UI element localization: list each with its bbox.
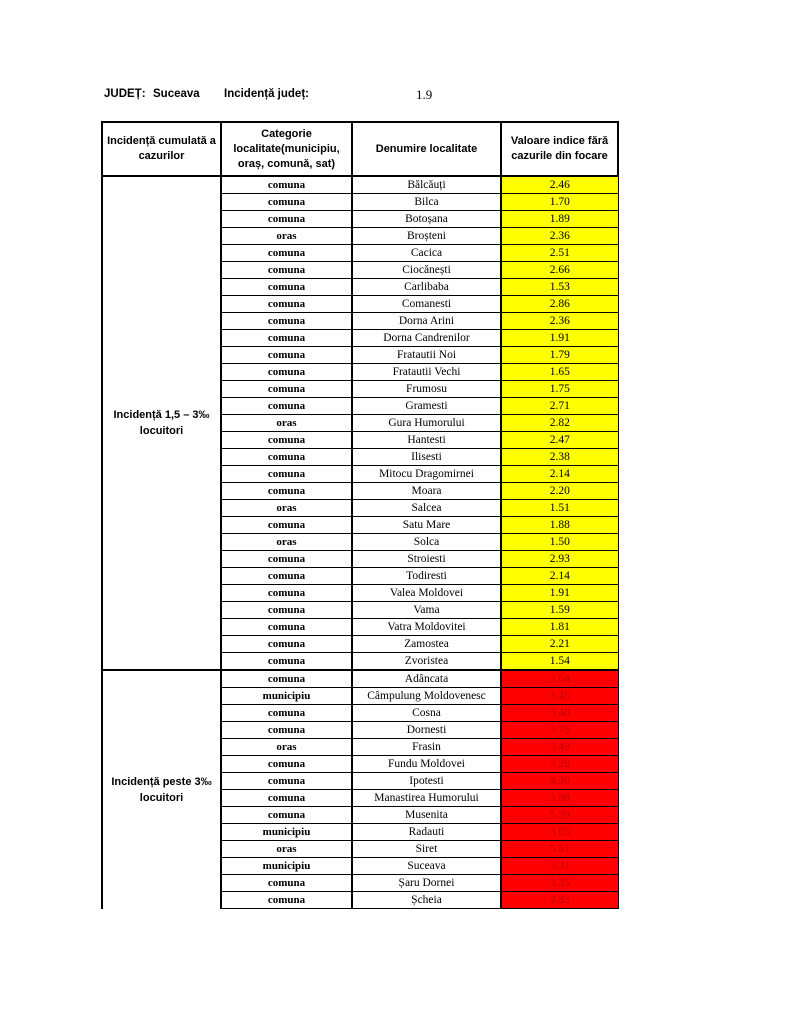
locality-name: Hantesti: [352, 432, 501, 449]
index-value: 2.14: [501, 568, 618, 585]
locality-category: comuna: [221, 262, 352, 279]
index-value: 3.35: [501, 875, 618, 892]
locality-name: Zamostea: [352, 636, 501, 653]
index-value: 1.51: [501, 500, 618, 517]
locality-name: Adâncata: [352, 670, 501, 688]
locality-name: Frasin: [352, 739, 501, 756]
locality-category: municipiu: [221, 858, 352, 875]
locality-category: comuna: [221, 551, 352, 568]
locality-name: Dornesti: [352, 722, 501, 739]
locality-name: Cacica: [352, 245, 501, 262]
locality-category: oras: [221, 415, 352, 432]
table-row: [102, 176, 618, 194]
locality-name: Vatra Moldovitei: [352, 619, 501, 636]
locality-name: Ilisesti: [352, 449, 501, 466]
locality-name: Fratautii Vechi: [352, 364, 501, 381]
locality-name: Radauti: [352, 824, 501, 841]
index-value: 1.53: [501, 279, 618, 296]
locality-name: Câmpulung Moldovenesc: [352, 688, 501, 705]
locality-category: comuna: [221, 330, 352, 347]
locality-name: Siret: [352, 841, 501, 858]
index-value: 2.66: [501, 262, 618, 279]
locality-name: Suceava: [352, 858, 501, 875]
locality-name: Șcheia: [352, 892, 501, 909]
locality-category: comuna: [221, 432, 352, 449]
locality-category: comuna: [221, 449, 352, 466]
locality-name: Ciocănești: [352, 262, 501, 279]
index-value: 1.91: [501, 330, 618, 347]
locality-category: comuna: [221, 756, 352, 773]
locality-category: comuna: [221, 619, 352, 636]
index-value: 2.71: [501, 398, 618, 415]
column-header-incidence: Incidență cumulată a cazurilor: [102, 122, 221, 176]
locality-category: oras: [221, 228, 352, 245]
index-value: 3.45: [501, 688, 618, 705]
index-value: 2.36: [501, 228, 618, 245]
incidence-label: Incidență județ:: [224, 88, 309, 100]
locality-name: Valea Moldovei: [352, 585, 501, 602]
locality-category: comuna: [221, 364, 352, 381]
index-value: 2.86: [501, 296, 618, 313]
column-header-category: Categorie localitate(municipiu, oraș, comună, sat): [221, 122, 352, 176]
locality-category: oras: [221, 534, 352, 551]
index-value: 1.75: [501, 381, 618, 398]
locality-name: Frumosu: [352, 381, 501, 398]
locality-category: oras: [221, 500, 352, 517]
locality-name: Bălcăuți: [352, 176, 501, 194]
index-value: 2.14: [501, 466, 618, 483]
index-value: 2.51: [501, 245, 618, 262]
index-value: 1.79: [501, 347, 618, 364]
index-value: 1.54: [501, 653, 618, 671]
locality-category: comuna: [221, 211, 352, 228]
locality-category: comuna: [221, 466, 352, 483]
locality-name: Carlibaba: [352, 279, 501, 296]
locality-category: comuna: [221, 296, 352, 313]
index-value: 2.46: [501, 176, 618, 194]
locality-name: Dorna Candrenilor: [352, 330, 501, 347]
locality-name: Vama: [352, 602, 501, 619]
table-header-row: [102, 122, 618, 176]
locality-category: comuna: [221, 398, 352, 415]
locality-name: Comanesti: [352, 296, 501, 313]
index-value: 3.88: [501, 790, 618, 807]
locality-category: comuna: [221, 381, 352, 398]
incidence-table: [101, 121, 619, 909]
locality-category: comuna: [221, 875, 352, 892]
index-value: 1.91: [501, 585, 618, 602]
index-value: 2.82: [501, 415, 618, 432]
locality-name: Stroiesti: [352, 551, 501, 568]
locality-name: Bilca: [352, 194, 501, 211]
locality-category: comuna: [221, 670, 352, 688]
locality-name: Zvoristea: [352, 653, 501, 671]
locality-name: Cosna: [352, 705, 501, 722]
locality-category: comuna: [221, 483, 352, 500]
locality-name: Moara: [352, 483, 501, 500]
index-value: 1.81: [501, 619, 618, 636]
index-value: 1.50: [501, 534, 618, 551]
index-value: 1.88: [501, 517, 618, 534]
locality-category: comuna: [221, 773, 352, 790]
index-value: 3.28: [501, 756, 618, 773]
incidence-group-label: Incidență peste 3‰ locuitori: [102, 670, 221, 909]
locality-name: Fundu Moldovei: [352, 756, 501, 773]
locality-category: comuna: [221, 279, 352, 296]
locality-category: comuna: [221, 602, 352, 619]
locality-category: municipiu: [221, 824, 352, 841]
index-value: 2.20: [501, 483, 618, 500]
index-value: 3.65: [501, 824, 618, 841]
index-value: 5.39: [501, 807, 618, 824]
locality-name: Solca: [352, 534, 501, 551]
locality-category: comuna: [221, 194, 352, 211]
locality-name: Dorna Arini: [352, 313, 501, 330]
table-body: [102, 176, 618, 909]
county-name: Suceava: [153, 88, 200, 100]
locality-name: Botoșana: [352, 211, 501, 228]
index-value: 1.59: [501, 602, 618, 619]
locality-category: comuna: [221, 585, 352, 602]
locality-category: comuna: [221, 313, 352, 330]
locality-category: comuna: [221, 807, 352, 824]
index-value: 2.38: [501, 449, 618, 466]
index-value: 3.40: [501, 705, 618, 722]
locality-name: Gramesti: [352, 398, 501, 415]
index-value: 2.47: [501, 432, 618, 449]
index-value: 1.65: [501, 364, 618, 381]
locality-name: Manastirea Humorului: [352, 790, 501, 807]
locality-category: oras: [221, 739, 352, 756]
locality-name: Satu Mare: [352, 517, 501, 534]
index-value: 5.51: [501, 841, 618, 858]
index-value: 2.21: [501, 636, 618, 653]
locality-category: comuna: [221, 636, 352, 653]
locality-category: municipiu: [221, 688, 352, 705]
locality-name: Fratautii Noi: [352, 347, 501, 364]
index-value: 1.70: [501, 194, 618, 211]
index-value: 2.93: [501, 551, 618, 568]
index-value: 3.83: [501, 892, 618, 909]
incidence-group-label: Incidență 1,5 – 3‰ locuitori: [102, 176, 221, 670]
locality-category: comuna: [221, 176, 352, 194]
county-label: JUDEȚ:: [104, 88, 146, 100]
locality-category: comuna: [221, 892, 352, 909]
locality-name: Ipotesti: [352, 773, 501, 790]
index-value: 3.49: [501, 739, 618, 756]
locality-category: comuna: [221, 790, 352, 807]
index-value: 3.64: [501, 670, 618, 688]
locality-category: comuna: [221, 245, 352, 262]
locality-category: comuna: [221, 517, 352, 534]
index-value: 1.89: [501, 211, 618, 228]
index-value: 4.30: [501, 773, 618, 790]
index-value: 3.75: [501, 722, 618, 739]
locality-name: Gura Humorului: [352, 415, 501, 432]
locality-name: Salcea: [352, 500, 501, 517]
locality-name: Todiresti: [352, 568, 501, 585]
locality-name: Șaru Dornei: [352, 875, 501, 892]
locality-category: oras: [221, 841, 352, 858]
locality-category: comuna: [221, 568, 352, 585]
locality-category: comuna: [221, 722, 352, 739]
index-value: 2.36: [501, 313, 618, 330]
locality-name: Broșteni: [352, 228, 501, 245]
index-value: 3.31: [501, 858, 618, 875]
locality-category: comuna: [221, 347, 352, 364]
column-header-index-value: Valoare indice fără cazurile din focare: [501, 122, 618, 176]
table-row: [102, 670, 618, 688]
incidence-value: 1.9: [416, 87, 433, 102]
locality-category: comuna: [221, 653, 352, 671]
locality-name: Musenita: [352, 807, 501, 824]
locality-name: Mitocu Dragomirnei: [352, 466, 501, 483]
column-header-locality: Denumire localitate: [352, 122, 501, 176]
locality-category: comuna: [221, 705, 352, 722]
